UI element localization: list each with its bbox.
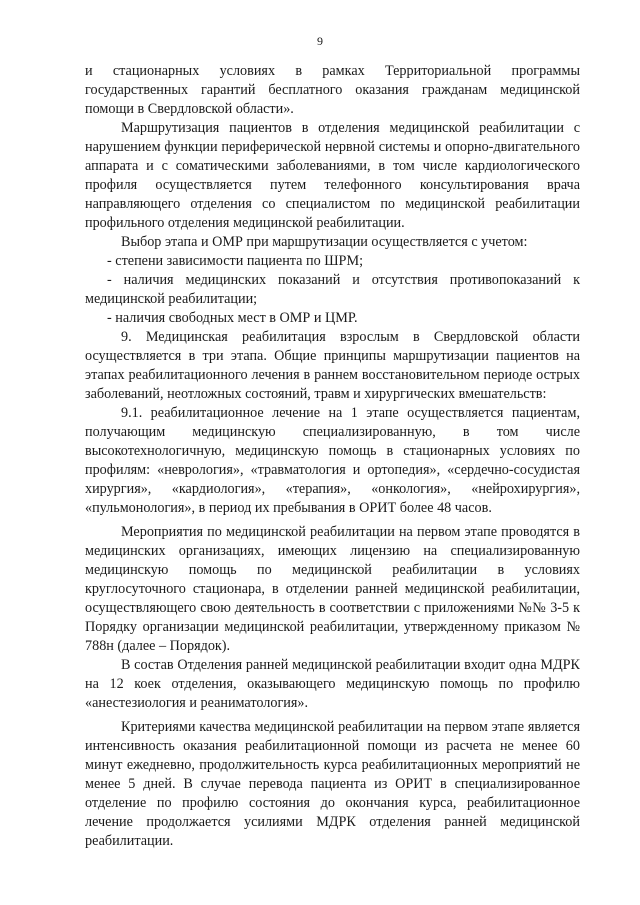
paragraph-section-9: 9. Медицинская реабилитация взрослым в Свердловской области осуществляется в три этапа. Общие принципы маршрутизации пациентов на этапах реабилитационного лечения в раннем восстановительном периоде острых заболеваний, неотложных состояний, травм и хирургических вмешательств: [85, 329, 580, 402]
paragraph-continuation: и стационарных условиях в рамках Территориальной программы государственных гарантий бесплатного оказания гражданам медицинской помощи в Свердловской области». [85, 63, 580, 117]
paragraph-first-stage-measures: Мероприятия по медицинской реабилитации на первом этапе проводятся в медицинских организациях, имеющих лицензию на специализированную медицинскую помощь по медицинской реабилитации в условиях круглосуточного стационара, в отделении ранней медицинской реабилитации, осуществляющего свою деятельность в соответствии с приложениями №№ 3-5 к Порядку организации медицинской реабилитации, утвержденному приказом № 788н (далее – Порядок). [85, 524, 580, 654]
page-number: 9 [317, 34, 323, 48]
document-body [85, 62, 580, 851]
paragraph-quality-criteria: Критериями качества медицинской реабилитации на первом этапе является интенсивность оказания реабилитационной помощи из расчета не менее 60 минут ежедневно, продолжительность курса реабилитационных мероприятий не менее 5 дней. В случае перевода пациента из ОРИТ в специализированное отделение по профилю состояния до окончания курса, реабилитационное лечение продолжается усилиями МДРК отделения ранней медицинской реабилитации. [85, 719, 580, 849]
list-item-dependency: - степени зависимости пациента по ШРМ; [107, 253, 364, 269]
paragraph-department-composition: В состав Отделения ранней медицинской реабилитации входит одна МДРК на 12 коек отделения, оказывающего медицинскую помощь по профилю «анестезиология и реаниматология». [85, 657, 580, 711]
paragraph-stage-selection: Выбор этапа и ОМР при маршрутизации осуществляется с учетом: [121, 234, 528, 250]
paragraph-section-9-1: 9.1. реабилитационное лечение на 1 этапе осуществляется пациентам, получающим медицинскую специализированную, в том числе высокотехнологичную, медицинскую помощь в стационарных условиях по профилям: «неврология», «травматология и ортопедия», «сердечно-сосудистая хирургия», «кардиология», «терапия», «онкология», «нейрохирургия», «пульмонология», в период их пребывания в ОРИТ более 48 часов. [85, 405, 580, 516]
list-item-free-places: - наличия свободных мест в ОМР и ЦМР. [107, 310, 358, 326]
paragraph-routing: Маршрутизация пациентов в отделения медицинской реабилитации с нарушением функции периферической нервной системы и опорно-двигательного аппарата и с соматическими заболеваниями, в том числе кардиологического профиля осуществляется путем телефонного консультирования врача направляющего отделения со специалистом по медицинской реабилитации профильного отделения медицинской реабилитации. [85, 120, 580, 231]
list-item-indications: - наличия медицинских показаний и отсутствия противопоказаний к медицинской реабилитации; [85, 272, 580, 307]
